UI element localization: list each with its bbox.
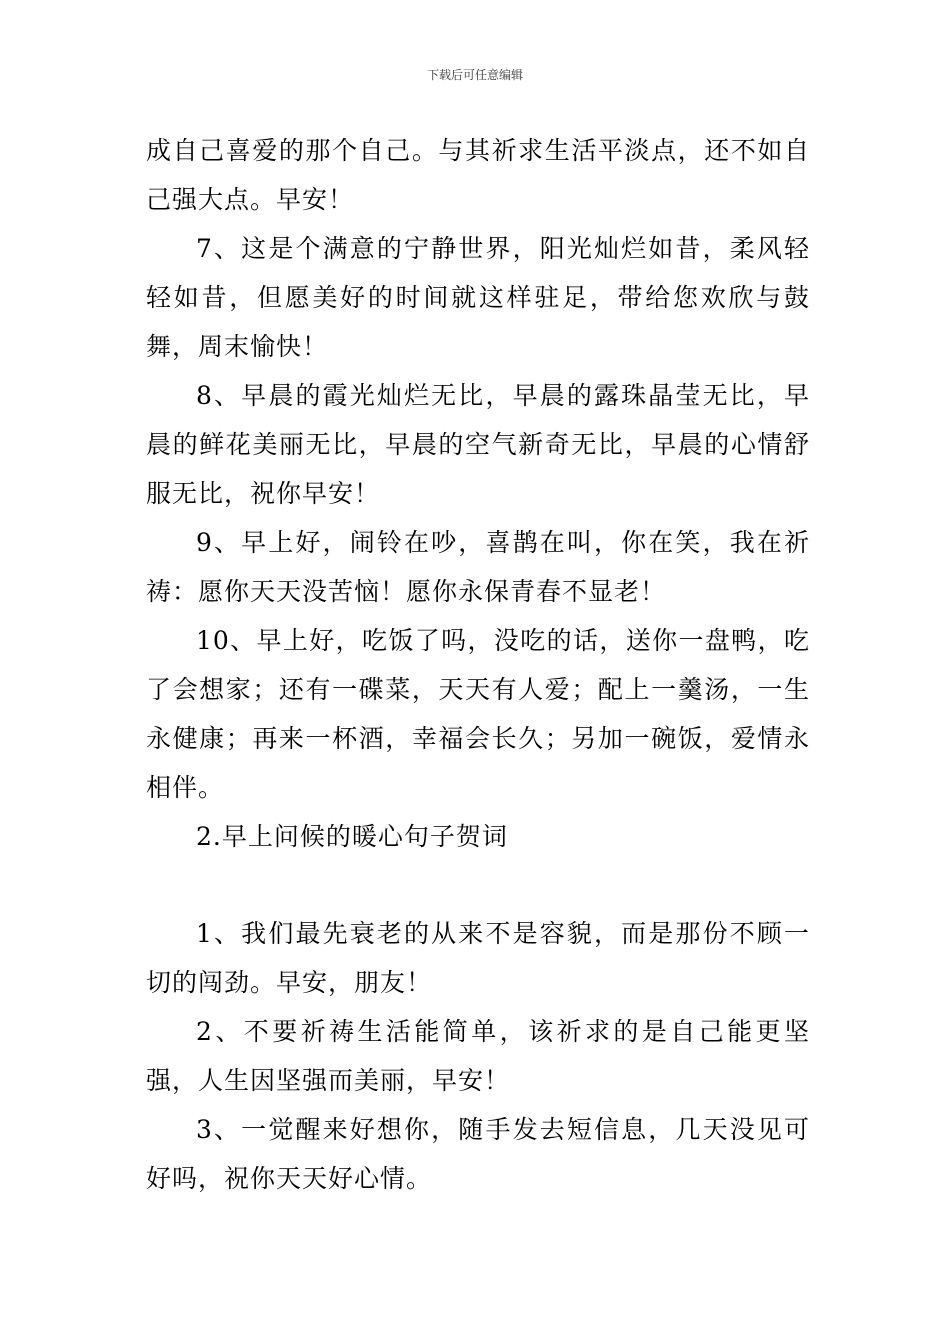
section-heading: 2.早上问候的暖心句子贺词 — [196, 822, 508, 851]
paragraph-item-8: 8、早晨的霞光灿烂无比，早晨的露珠晶莹无比，早晨的鲜花美丽无比，早晨的空气新奇无比，早晨的心情舒服无比，祝你早安！ — [146, 381, 810, 508]
paragraph-item-7: 7、这是个满意的宁静世界，阳光灿烂如昔，柔风轻轻如昔，但愿美好的时间就这样驻足，带给您欢欣与鼓舞，周末愉快！ — [146, 234, 810, 361]
page-header: 下载后可任意编辑 — [426, 68, 523, 82]
paragraph-item-10: 10、早上好，吃饭了吗，没吃的话，送你一盘鸭，吃了会想家；还有一碟菜，天天有人爱；配上一羹汤，一生永健康；再来一杯酒，幸福会长久；另加一碗饭，爱情永相伴。 — [146, 626, 810, 802]
document-body — [146, 126, 810, 1203]
section-item-2: 2、不要祈祷生活能简单，该祈求的是自己能更坚强，人生因坚强而美丽，早安！ — [146, 1017, 810, 1095]
section-item-1: 1、我们最先衰老的从来不是容貌，而是那份不顾一切的闯劲。早安，朋友！ — [146, 919, 810, 997]
paragraph-continued: 成自己喜爱的那个自己。与其祈求生活平淡点，还不如自己强大点。早安！ — [146, 136, 810, 214]
paragraph-item-9: 9、早上好，闹铃在吵，喜鹊在叫，你在笑，我在祈祷：愿你天天没苦恼！愿你永保青春不显老！ — [146, 528, 810, 606]
section-item-3: 3、一觉醒来好想你，随手发去短信息，几天没见可好吗，祝你天天好心情。 — [146, 1115, 810, 1193]
section-spacer — [146, 861, 810, 909]
